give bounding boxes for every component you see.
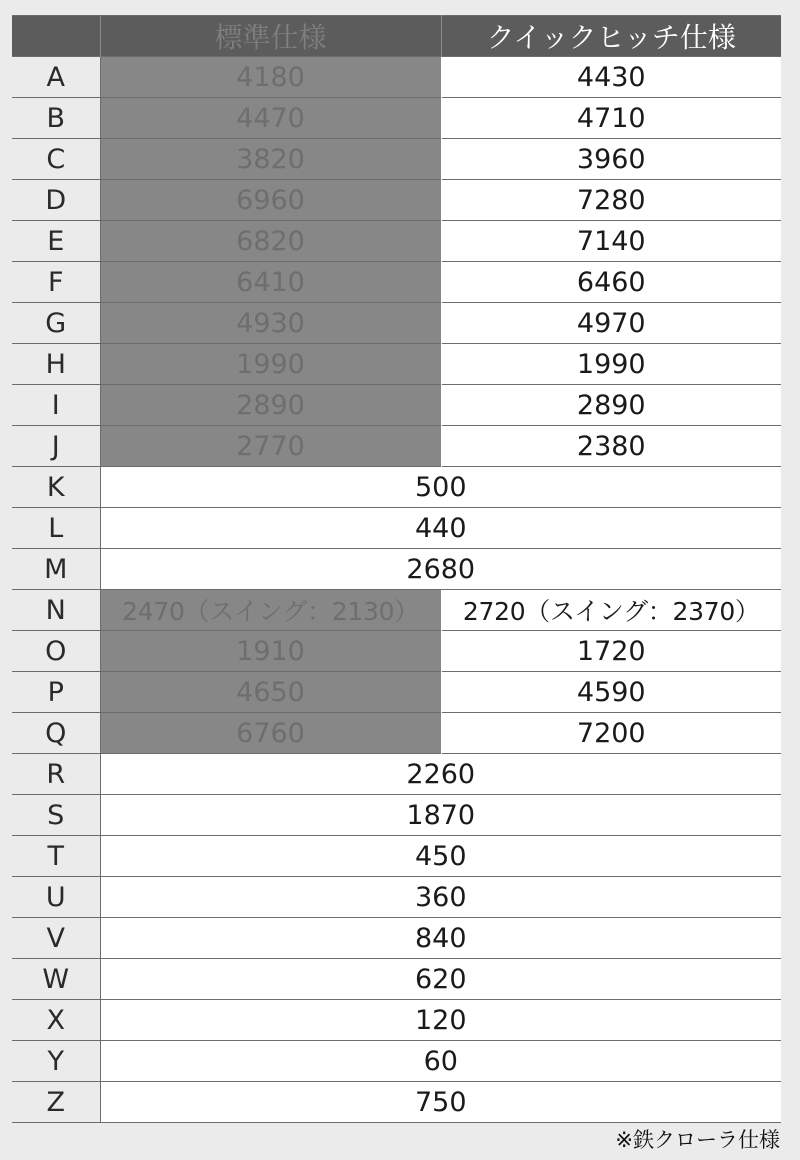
shared-value-cell: 500	[100, 467, 781, 508]
shared-value-cell: 360	[100, 877, 781, 918]
row-label: V	[12, 918, 100, 959]
row-label: N	[12, 590, 100, 631]
table-row	[12, 877, 781, 918]
row-label: G	[12, 303, 100, 344]
table-header-row	[12, 16, 781, 57]
table-row	[12, 795, 781, 836]
row-label: M	[12, 549, 100, 590]
shared-value-cell: 2680	[100, 549, 781, 590]
standard-spec-cell: 2890	[100, 385, 441, 426]
quick-hitch-spec-cell: 1720	[441, 631, 781, 672]
standard-spec-cell: 4180	[100, 57, 441, 98]
standard-spec-cell: 1910	[100, 631, 441, 672]
table-row	[12, 221, 781, 262]
standard-spec-cell: 4930	[100, 303, 441, 344]
table-row	[12, 754, 781, 795]
header-blank-cell	[12, 16, 100, 57]
row-label: Q	[12, 713, 100, 754]
standard-spec-cell: 3820	[100, 139, 441, 180]
header-standard-spec: 標準仕様	[100, 16, 441, 57]
table-row	[12, 98, 781, 139]
table-row	[12, 713, 781, 754]
standard-spec-cell: 6960	[100, 180, 441, 221]
row-label: R	[12, 754, 100, 795]
row-label: O	[12, 631, 100, 672]
row-label: I	[12, 385, 100, 426]
row-label: Z	[12, 1082, 100, 1123]
table-row	[12, 508, 781, 549]
row-label: W	[12, 959, 100, 1000]
shared-value-cell: 2260	[100, 754, 781, 795]
shared-value-cell: 120	[100, 1000, 781, 1041]
table-body	[12, 57, 781, 1123]
row-label: T	[12, 836, 100, 877]
row-label: U	[12, 877, 100, 918]
table-row	[12, 836, 781, 877]
shared-value-cell: 450	[100, 836, 781, 877]
quick-hitch-spec-cell: 4970	[441, 303, 781, 344]
table-row	[12, 467, 781, 508]
table-row	[12, 303, 781, 344]
standard-spec-cell: 1990	[100, 344, 441, 385]
row-label: L	[12, 508, 100, 549]
standard-spec-cell: 6410	[100, 262, 441, 303]
table-row	[12, 549, 781, 590]
table-row	[12, 426, 781, 467]
shared-value-cell: 620	[100, 959, 781, 1000]
footnote: ※鉄クローラ仕様	[615, 1128, 780, 1152]
row-label: C	[12, 139, 100, 180]
spec-table	[12, 15, 781, 1123]
quick-hitch-spec-cell: 7140	[441, 221, 781, 262]
standard-spec-cell: 4470	[100, 98, 441, 139]
quick-hitch-spec-cell: 3960	[441, 139, 781, 180]
quick-hitch-spec-cell: 7200	[441, 713, 781, 754]
table-row	[12, 959, 781, 1000]
shared-value-cell: 750	[100, 1082, 781, 1123]
table-row	[12, 139, 781, 180]
table-row	[12, 385, 781, 426]
row-label: B	[12, 98, 100, 139]
quick-hitch-spec-cell: 2890	[441, 385, 781, 426]
row-label: X	[12, 1000, 100, 1041]
header-quick-hitch-spec: クイックヒッチ仕様	[441, 16, 781, 57]
quick-hitch-spec-cell: 4430	[441, 57, 781, 98]
row-label: H	[12, 344, 100, 385]
quick-hitch-spec-cell: 4590	[441, 672, 781, 713]
table-row	[12, 1041, 781, 1082]
row-label: S	[12, 795, 100, 836]
quick-hitch-spec-cell: 4710	[441, 98, 781, 139]
standard-spec-cell: 6760	[100, 713, 441, 754]
row-label: K	[12, 467, 100, 508]
table-row	[12, 631, 781, 672]
quick-hitch-spec-cell: 2720（スイング：2370）	[441, 590, 781, 631]
shared-value-cell: 60	[100, 1041, 781, 1082]
quick-hitch-spec-cell: 1990	[441, 344, 781, 385]
row-label: A	[12, 57, 100, 98]
table-row	[12, 1000, 781, 1041]
table-row	[12, 57, 781, 98]
row-label: E	[12, 221, 100, 262]
standard-spec-cell: 4650	[100, 672, 441, 713]
shared-value-cell: 840	[100, 918, 781, 959]
shared-value-cell: 440	[100, 508, 781, 549]
standard-spec-cell: 2470（スイング：2130）	[100, 590, 441, 631]
row-label: Y	[12, 1041, 100, 1082]
shared-value-cell: 1870	[100, 795, 781, 836]
quick-hitch-spec-cell: 2380	[441, 426, 781, 467]
quick-hitch-spec-cell: 6460	[441, 262, 781, 303]
table-row	[12, 672, 781, 713]
table-row	[12, 344, 781, 385]
standard-spec-cell: 2770	[100, 426, 441, 467]
table-row	[12, 1082, 781, 1123]
table-row	[12, 262, 781, 303]
row-label: D	[12, 180, 100, 221]
row-label: J	[12, 426, 100, 467]
standard-spec-cell: 6820	[100, 221, 441, 262]
quick-hitch-spec-cell: 7280	[441, 180, 781, 221]
table-row	[12, 918, 781, 959]
row-label: P	[12, 672, 100, 713]
table-row	[12, 180, 781, 221]
row-label: F	[12, 262, 100, 303]
table-row	[12, 590, 781, 631]
